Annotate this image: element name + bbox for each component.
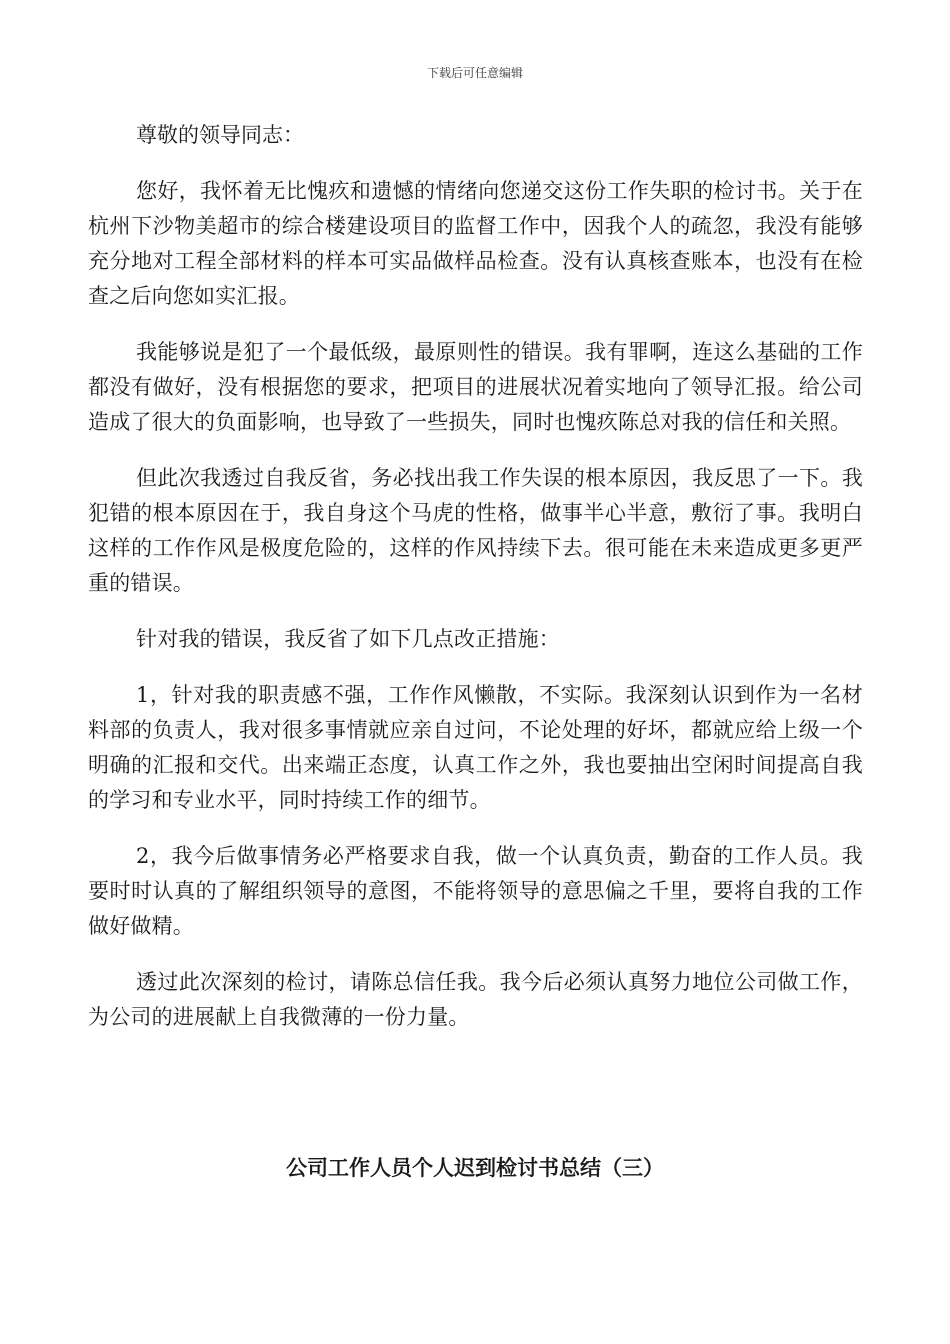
paragraph-measures-intro: 针对我的错误，我反省了如下几点改正措施： (136, 627, 560, 651)
paragraph-reflection: 但此次我透过自我反省，务必找出我工作失误的根本原因，我反思了一下。我犯错的根本原因在于，我自身这个马虎的性格，做事半心半意，敷衍了事。我明白这样的工作作风是极度危险的，这样的作风持续下去。很可能在未来造成更多更严重的错误。 (88, 466, 863, 595)
salutation: 尊敬的领导同志： (136, 123, 304, 147)
paragraph-closing: 透过此次深刻的检讨，请陈总信任我。我今后必须认真努力地位公司做工作，为公司的进展献上自我微薄的一份力量。 (88, 970, 863, 1029)
document-body (88, 118, 863, 1056)
paragraph-greeting: 您好，我怀着无比愧疚和遗憾的情绪向您递交这份工作失职的检讨书。关于在杭州下沙物美超市的综合楼建设项目的监督工作中，因我个人的疏忽，我没有能够充分地对工程全部材料的样本可实品做样品检查。没有认真核查账本，也没有在检查之后向您如实汇报。 (88, 179, 863, 308)
paragraph-measure-1: 1，针对我的职责感不强，工作作风懒散，不实际。我深刻认识到作为一名材料部的负责人，我对很多事情就应亲自过问，不论处理的好坏，都就应给上级一个明确的汇报和交代。出来端正态度，认真工作之外，我也要抽出空闲时间提高自我的学习和专业水平，同时持续工作的细节。 (88, 683, 863, 812)
next-section-title: 公司工作人员个人迟到检讨书总结（三） (286, 1156, 664, 1180)
paragraph-measure-2: 2，我今后做事情务必严格要求自我，做一个认真负责，勤奋的工作人员。我要时时认真的了解组织领导的意图，不能将领导的意思偏之千里，要将自我的工作做好做精。 (88, 844, 863, 938)
page-header-note: 下载后可任意编辑 (426, 66, 523, 80)
paragraph-admission: 我能够说是犯了一个最低级，最原则性的错误。我有罪啊，连这么基础的工作都没有做好，没有根据您的要求，把项目的进展状况着实地向了领导汇报。给公司造成了很大的负面影响，也导致了一些损失，同时也愧疚陈总对我的信任和关照。 (88, 340, 863, 434)
